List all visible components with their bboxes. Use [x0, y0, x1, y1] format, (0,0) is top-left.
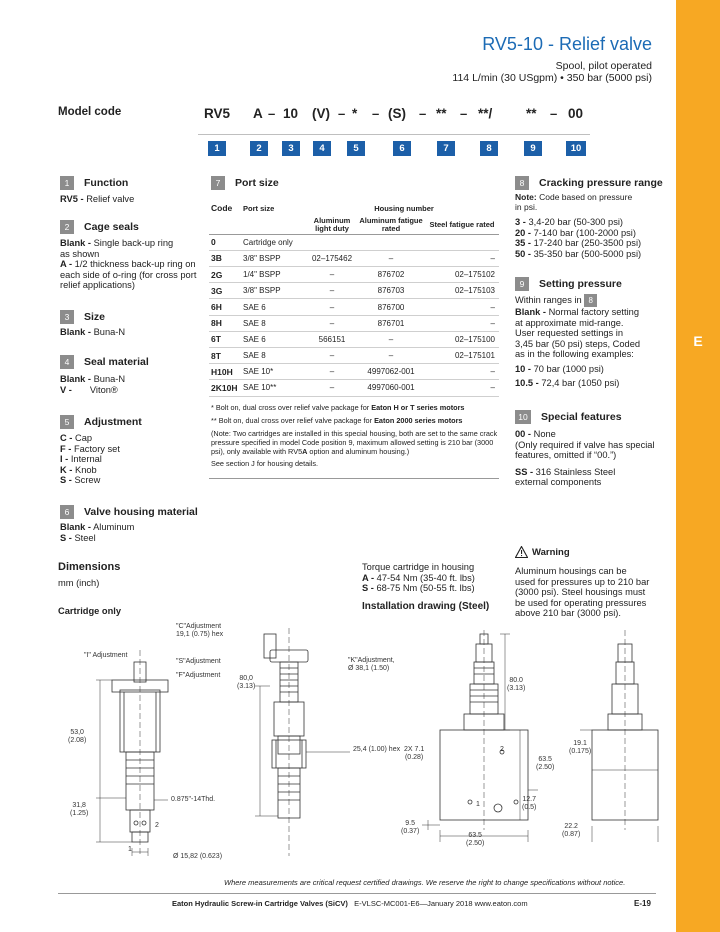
table-cell: – [427, 299, 499, 315]
table-cell: 8T [209, 348, 241, 364]
column-header: Housing number [374, 203, 434, 213]
position-number: 1 [208, 141, 226, 156]
table-cell: – [309, 315, 355, 331]
label-s-adjustment: "S"Adjustment [176, 658, 221, 665]
table-cell: – [309, 283, 355, 299]
section-title: Function [84, 177, 129, 189]
section-number: 6 [60, 505, 74, 519]
footer-note: Where measurements are critical request certified drawings. We reserve the right to change specifications without notice. [224, 878, 626, 887]
column-header: Aluminum fatigue rated [355, 216, 427, 234]
section-seal-material-heading [60, 355, 149, 369]
position-number: 8 [480, 141, 498, 156]
position-number: 10 [566, 141, 586, 156]
cartridge-only-label: Cartridge only [58, 606, 122, 616]
model-code-segment: (S) [388, 106, 406, 121]
position-number: 6 [393, 141, 411, 156]
table-cell: 876700 [355, 299, 427, 315]
section-number: 4 [60, 355, 74, 369]
label-hex: 25,4 (1.00) hex [353, 746, 401, 753]
column-header: Code [211, 203, 233, 214]
table-cell: – [355, 331, 427, 347]
list-item: 20 - 7-140 bar (100-2000 psi) [515, 227, 636, 238]
label-install-port-1: 1 [476, 801, 480, 808]
list-item: 35 - 17-240 bar (250-3500 psi) [515, 238, 642, 248]
table-cell: 1/4" BSPP [241, 267, 309, 283]
size-text: Blank - Buna-N [60, 327, 126, 337]
table-cell: 3G [209, 283, 241, 299]
section-number: 7 [211, 176, 225, 190]
model-code-segment: 00 [568, 106, 584, 121]
setting-pressure-text: Within ranges in 8 Blank - Normal factory setting at approximate mid-range. User requested settings in 3,45 bar (50 psi) steps, Coded as in the following examples: 10 - 70 bar (1000 psi) 10.5 - 72,4 bar (1050 psi) [515, 294, 641, 388]
column-header: Aluminum light duty [309, 216, 355, 234]
model-code-segment: (V) [312, 106, 330, 121]
model-code-segment: ** [436, 106, 447, 121]
model-code-divider [198, 134, 590, 135]
table-cell: – [427, 315, 499, 331]
table-cell: 02–175102 [427, 267, 499, 283]
model-code-segment: A [253, 106, 263, 121]
section-number-ref: 8 [584, 294, 597, 307]
list-item: I - Internal [60, 454, 102, 464]
label-install-port-2: 2 [500, 746, 504, 753]
label-f-adjustment: "F"Adjustment [176, 672, 221, 679]
section-size-heading [60, 310, 105, 324]
table-row [209, 283, 499, 299]
label-port-1: 1 [128, 846, 132, 853]
position-number: 7 [437, 141, 455, 156]
label-53-dimension: 53,0 (2.08) [68, 729, 87, 744]
label-install-63-5-bottom: 63.5 (2.50) [466, 832, 485, 847]
table-cell: 6H [209, 299, 241, 315]
table-row [209, 299, 499, 315]
table-cell: – [427, 364, 499, 380]
table-row [209, 250, 499, 266]
table-cell: – [309, 299, 355, 315]
installation-drawing [420, 630, 670, 850]
seal-material-text: Blank - Buna-N V - Viton® [60, 374, 126, 395]
table-cell: SAE 10* [241, 364, 309, 380]
model-code-separator: – [419, 106, 427, 121]
table-cell: 876701 [355, 315, 427, 331]
section-cracking-pressure-heading [515, 176, 663, 190]
section-port-size-heading [211, 176, 279, 190]
section-title: Valve housing material [84, 506, 198, 518]
table-cell: SAE 6 [241, 331, 309, 347]
port-size-notes: * Bolt on, dual cross over relief valve package for Eaton H or T series motors ** Bolt on, dual cross over relief valve package for Eaton 2000 series motors (Note: Two cartridges are installed in this special housing, both are set to the same crack pressure specified in model Code position 9, maximum allowed setting is 210 bar (3000 psi), only available with RV5A option and aluminum housing.) See section J for housing details. [211, 403, 498, 468]
label-31-dimension: 31,8 (1.25) [70, 802, 89, 817]
position-number: 5 [347, 141, 365, 156]
table-cell: SAE 8 [241, 315, 309, 331]
section-letter: E [693, 333, 703, 349]
table-cell: – [309, 267, 355, 283]
label-thread: 0.875"-14Thd. [171, 796, 216, 803]
table-row [209, 234, 499, 250]
section-number: 1 [60, 176, 74, 190]
model-code-segment: **/ [478, 106, 493, 121]
label-install-80: 80.0 (3.13) [507, 677, 526, 692]
section-number: 9 [515, 277, 529, 291]
cage-seals-text: Blank - Single back-up ring as shown A - 1/2 thickness back-up ring on each side of o-ring (for cross port relief applications) [60, 238, 197, 290]
section-number: 10 [515, 410, 531, 424]
label-install-9-5: 9.5 (0.37) [401, 820, 420, 835]
label-install-7-1: 2X 7.1 (0.28) [404, 746, 425, 761]
section-adjustment-heading [60, 415, 142, 429]
section-number: 8 [515, 176, 529, 190]
label-install-22-2: 22.2 (0.87) [562, 823, 581, 838]
model-code-separator: – [268, 106, 276, 121]
table-row [209, 331, 499, 347]
table-cell: – [355, 250, 427, 266]
section-number: 5 [60, 415, 74, 429]
table-cell: 876702 [355, 267, 427, 283]
table-cell: 3B [209, 250, 241, 266]
installation-title: Installation drawing (Steel) [362, 601, 490, 612]
table-cell: – [355, 348, 427, 364]
label-port-2: 2 [155, 822, 159, 829]
table-cell: 876703 [355, 283, 427, 299]
table-cell: – [309, 348, 355, 364]
table-cell: 3/8" BSPP [241, 250, 309, 266]
table-cell: 2K10H [209, 380, 241, 396]
list-item: C - Cap [60, 433, 93, 443]
section-number: 2 [60, 220, 74, 234]
subtitle-line-1: Spool, pilot operated [555, 60, 652, 72]
position-number: 2 [250, 141, 268, 156]
table-cell: 4997062-001 [355, 364, 427, 380]
table-cell: 8H [209, 315, 241, 331]
port-size-table [209, 200, 499, 397]
position-number: 3 [282, 141, 300, 156]
adjustment-list [60, 433, 120, 486]
table-row [209, 380, 499, 396]
list-item: S - Screw [60, 475, 101, 485]
label-install-12-7: 12.7 (0.5) [522, 796, 537, 811]
list-item: 3 - 3,4-20 bar (50-300 psi) [515, 217, 624, 227]
model-code-separator: – [338, 106, 346, 121]
cracking-list [515, 217, 641, 259]
table-cell: 02–175101 [427, 348, 499, 364]
label-diameter: Ø 15,82 (0.623) [173, 853, 223, 860]
page-title: RV5-10 - Relief valve [482, 34, 652, 54]
table-cell: 02–175462 [309, 250, 355, 266]
subtitle-line-2: 114 L/min (30 USgpm) • 350 bar (5000 psi) [452, 72, 652, 84]
table-cell: 3/8" BSPP [241, 283, 309, 299]
section-title: Cracking pressure range [539, 177, 663, 189]
table-cell: 566151 [309, 331, 355, 347]
table-cell: SAE 8 [241, 348, 309, 364]
column-header: Steel fatigue rated [427, 216, 499, 234]
label-i-adjustment: "I" Adjustment [84, 652, 128, 659]
label-c-adjustment: "C"Adjustment 19,1 (0.75) hex [176, 623, 224, 638]
table-cell: 2G [209, 267, 241, 283]
table-cell: 02–175100 [427, 331, 499, 347]
section-valve-housing-heading [60, 505, 198, 519]
function-text: RV5 - Relief valve [60, 194, 135, 204]
dimensions-units: mm (inch) [58, 578, 100, 588]
section-title: Setting pressure [539, 278, 622, 290]
model-code-segment: 10 [283, 106, 299, 121]
footer-divider [58, 893, 656, 894]
section-number: 3 [60, 310, 74, 324]
model-code-segment: RV5 [204, 106, 231, 121]
table-row [209, 364, 499, 380]
section-title: Adjustment [84, 416, 142, 428]
table-cell: 0 [209, 234, 241, 250]
table-cell: Cartridge only [241, 234, 499, 250]
section-title: Special features [541, 411, 622, 423]
model-code-segment: ** [526, 106, 537, 121]
page-number: E-19 [634, 899, 651, 908]
section-title: Seal material [84, 356, 149, 368]
model-code-separator: – [372, 106, 380, 121]
section-title: Cage seals [84, 221, 139, 233]
cracking-note: Note: Code based on pressure in psi. [515, 192, 633, 212]
section-special-features-heading [515, 410, 622, 424]
label-install-19-1: 19.1 (0.175) [569, 740, 592, 755]
section-title: Port size [235, 177, 279, 189]
table-cell: SAE 10** [241, 380, 309, 396]
footer-text: Eaton Hydraulic Screw-in Cartridge Valves (SiCV) E-VLSC-MC001-E6—January 2018 www.eaton.com [172, 899, 528, 908]
section-side-tab [676, 0, 720, 932]
table-cell: – [309, 380, 355, 396]
list-item: K - Knob [60, 464, 97, 475]
section-function-heading [60, 176, 128, 190]
valve-housing-text: Blank - Aluminum S - Steel [60, 522, 135, 543]
table-cell: 6T [209, 331, 241, 347]
port-notes-divider [209, 478, 499, 479]
special-features-text: 00 - None (Only required if valve has special features, omitted if “00.”) SS - 316 Stainless Steel external components [515, 429, 655, 487]
table-row [209, 315, 499, 331]
table-cell: – [427, 250, 499, 266]
section-setting-pressure-heading [515, 277, 622, 291]
dimensions-title: Dimensions [58, 561, 121, 573]
warning-text: Aluminum housings can be used for pressures up to 210 bar (3000 psi). Steel housings must be used for operating pressures above 210 bar (3000 psi). [515, 566, 650, 618]
warning-heading: Warning [515, 546, 570, 558]
label-k-adjustment: "K"Adjustment, Ø 38,1 (1.50) [348, 657, 395, 672]
section-cage-seals-heading [60, 220, 139, 234]
page-subtitle [452, 60, 652, 84]
model-code-separator: – [550, 106, 558, 121]
warning-icon [515, 546, 528, 558]
table-cell: H10H [209, 364, 241, 380]
position-number: 9 [524, 141, 542, 156]
table-cell: – [309, 364, 355, 380]
label-install-63-5: 63.5 (2.50) [536, 756, 555, 771]
model-code-separator: – [460, 106, 468, 121]
table-cell: SAE 6 [241, 299, 309, 315]
list-item: F - Factory set [60, 443, 120, 454]
table-cell: 02–175103 [427, 283, 499, 299]
model-code-segment: * [352, 106, 358, 121]
table-row [209, 267, 499, 283]
position-number: 4 [313, 141, 331, 156]
table-cell: – [427, 380, 499, 396]
torque-spec: Torque cartridge in housing A - 47-54 Nm (35-40 ft. lbs) S - 68-75 Nm (50-55 ft. lbs) [362, 562, 475, 593]
label-80-dimension: 80,0 (3.13) [237, 675, 256, 690]
column-header: Port size [243, 203, 275, 213]
table-cell: 4997060-001 [355, 380, 427, 396]
section-title: Size [84, 311, 106, 323]
model-code-label: Model code [58, 106, 122, 118]
list-item: 50 - 35-350 bar (500-5000 psi) [515, 248, 642, 259]
table-row [209, 348, 499, 364]
